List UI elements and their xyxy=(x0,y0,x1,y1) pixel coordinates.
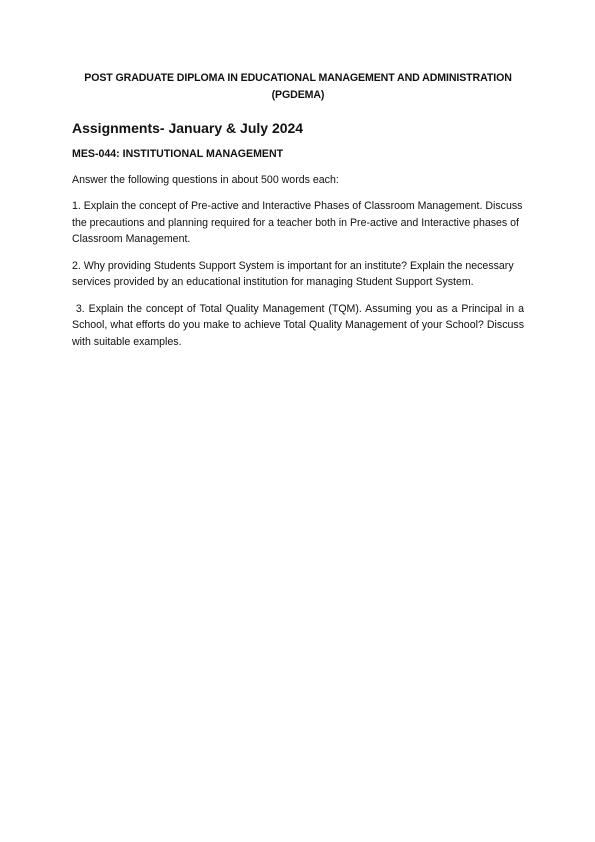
document-title xyxy=(72,70,524,104)
assignments-heading: Assignments- January & July 2024 xyxy=(72,120,304,136)
document-content xyxy=(72,70,527,350)
question-1: 1. Explain the concept of Pre-active and Interactive Phases of Classroom Management. Discuss the precautions and planning required for a teacher both in Pre-active and Interactive phases of Classroom Management. xyxy=(72,200,523,245)
question-3: 3. Explain the concept of Total Quality Management (TQM). Assuming you as a Principal in a School, what efforts do you make to achieve Total Quality Management of your School? Discuss with suitable examples. xyxy=(72,302,527,348)
instruction-text: Answer the following questions in about 500 words each: xyxy=(72,174,339,186)
question-2: 2. Why providing Students Support System is important for an institute? Explain the necessary services provided by an educational institution for managing Student Support System. xyxy=(72,259,514,288)
title-line-2: (PGDEMA) xyxy=(271,89,325,101)
course-heading: MES-044: INSTITUTIONAL MANAGEMENT xyxy=(72,148,284,160)
title-line-1: POST GRADUATE DIPLOMA IN EDUCATIONAL MANAGEMENT AND ADMINISTRATION xyxy=(84,72,512,84)
